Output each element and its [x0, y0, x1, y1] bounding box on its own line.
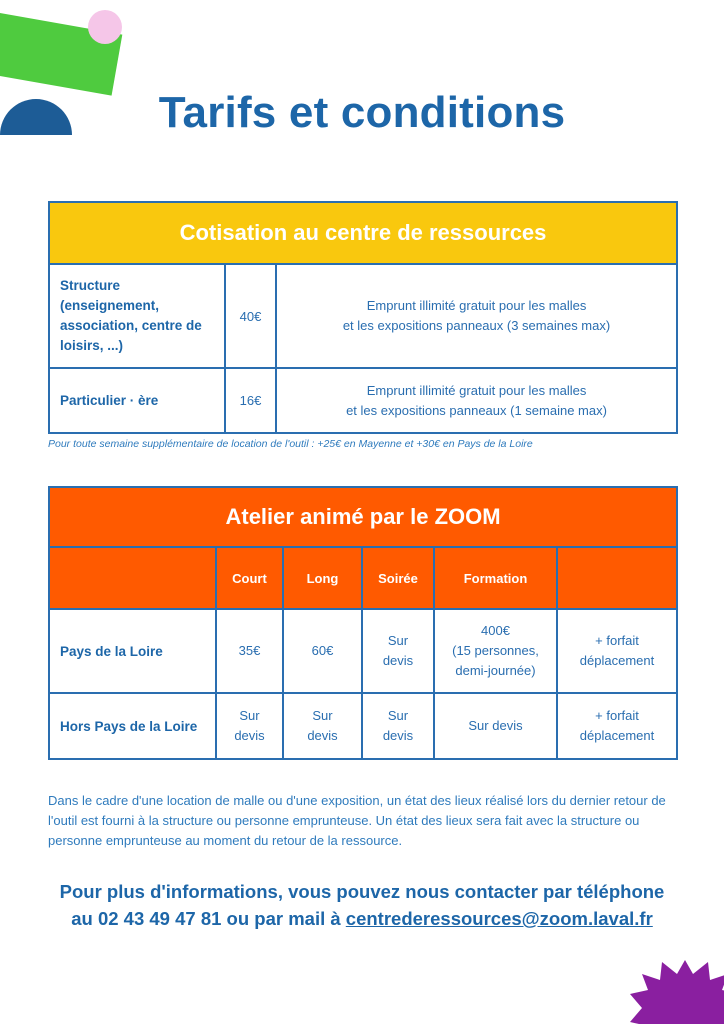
cell-line: devis	[307, 728, 338, 743]
description-line: Emprunt illimité gratuit pour les malles	[366, 298, 587, 313]
cell-line: demi-journée)	[455, 663, 536, 678]
travel-fee	[557, 609, 677, 693]
table-row	[49, 609, 677, 693]
row-label: Pays de la Loire	[49, 609, 216, 693]
long-price	[283, 693, 362, 759]
cell-line: déplacement	[579, 653, 655, 668]
email-link[interactable]: centrederessources@zoom.laval.fr	[345, 908, 653, 929]
cell-line: 400€	[481, 623, 510, 638]
description-line: et les expositions panneaux (3 semaines max)	[342, 318, 611, 333]
long-price: 60€	[283, 609, 362, 693]
cell-line: Sur	[239, 708, 260, 723]
contact-line	[0, 905, 724, 932]
page-title: Tarifs et conditions	[158, 88, 566, 137]
column-header-formation: Formation	[434, 547, 557, 609]
atelier-table	[48, 486, 678, 760]
table-row	[49, 368, 677, 433]
cotisation-note: Pour toute semaine supplémentaire de location de l'outil : +25€ en Mayenne et +30€ en Pays de la Loire	[48, 438, 533, 450]
cell-line: devis	[382, 653, 414, 668]
price-value: 40€	[225, 264, 276, 368]
row-description	[276, 264, 677, 368]
atelier-heading: Atelier animé par le ZOOM	[49, 487, 677, 547]
court-price: 35€	[216, 609, 283, 693]
cell-line: + forfait	[595, 633, 639, 648]
column-header-row	[49, 547, 677, 609]
contact-phone-text: au 02 43 49 47 81 ou par mail à	[71, 908, 346, 929]
decorative-pink-circle	[88, 10, 122, 44]
table-row	[49, 264, 677, 368]
soiree-price	[362, 693, 434, 759]
travel-fee	[557, 693, 677, 759]
row-label: Structure (enseignement, association, centre de loisirs, ...)	[49, 264, 225, 368]
cotisation-heading: Cotisation au centre de ressources	[49, 202, 677, 264]
price-value: 16€	[225, 368, 276, 433]
cell-line: Sur	[387, 708, 409, 723]
cell-line: (15 personnes,	[452, 643, 539, 658]
cell-line: devis	[382, 728, 414, 743]
row-description	[276, 368, 677, 433]
cell-line: devis	[234, 728, 265, 743]
table-row	[49, 693, 677, 759]
column-header-empty	[49, 547, 216, 609]
column-header-court: Court	[216, 547, 283, 609]
formation-price: Sur devis	[434, 693, 557, 759]
cell-line: Sur	[387, 633, 409, 648]
cell-line: + forfait	[595, 708, 639, 723]
column-header-long: Long	[283, 547, 362, 609]
row-label: Hors Pays de la Loire	[49, 693, 216, 759]
contact-block	[0, 878, 724, 932]
cotisation-table	[48, 201, 678, 434]
row-label: Particulier · ère	[49, 368, 225, 433]
decorative-purple-starburst	[630, 952, 724, 1024]
column-header-soiree: Soirée	[362, 547, 434, 609]
column-header-extra	[557, 547, 677, 609]
formation-price	[434, 609, 557, 693]
contact-line: Pour plus d'informations, vous pouvez nous contacter par téléphone	[59, 881, 665, 902]
soiree-price	[362, 609, 434, 693]
description-line: et les expositions panneaux (1 semaine max)	[346, 402, 607, 418]
court-price	[216, 693, 283, 759]
info-paragraph: Dans le cadre d'une location de malle ou d'une exposition, un état des lieux réalisé lors du dernier retour de l'outil est fourni à la structure ou personne emprunteuse. Un état des lieux sera fait avec la structure ou personne emprunteuse au moment du retour de la ressource.	[48, 793, 666, 848]
description-line: Emprunt illimité gratuit pour les malles	[366, 382, 587, 398]
cell-line: déplacement	[579, 728, 655, 743]
cell-line: Sur	[312, 708, 333, 723]
